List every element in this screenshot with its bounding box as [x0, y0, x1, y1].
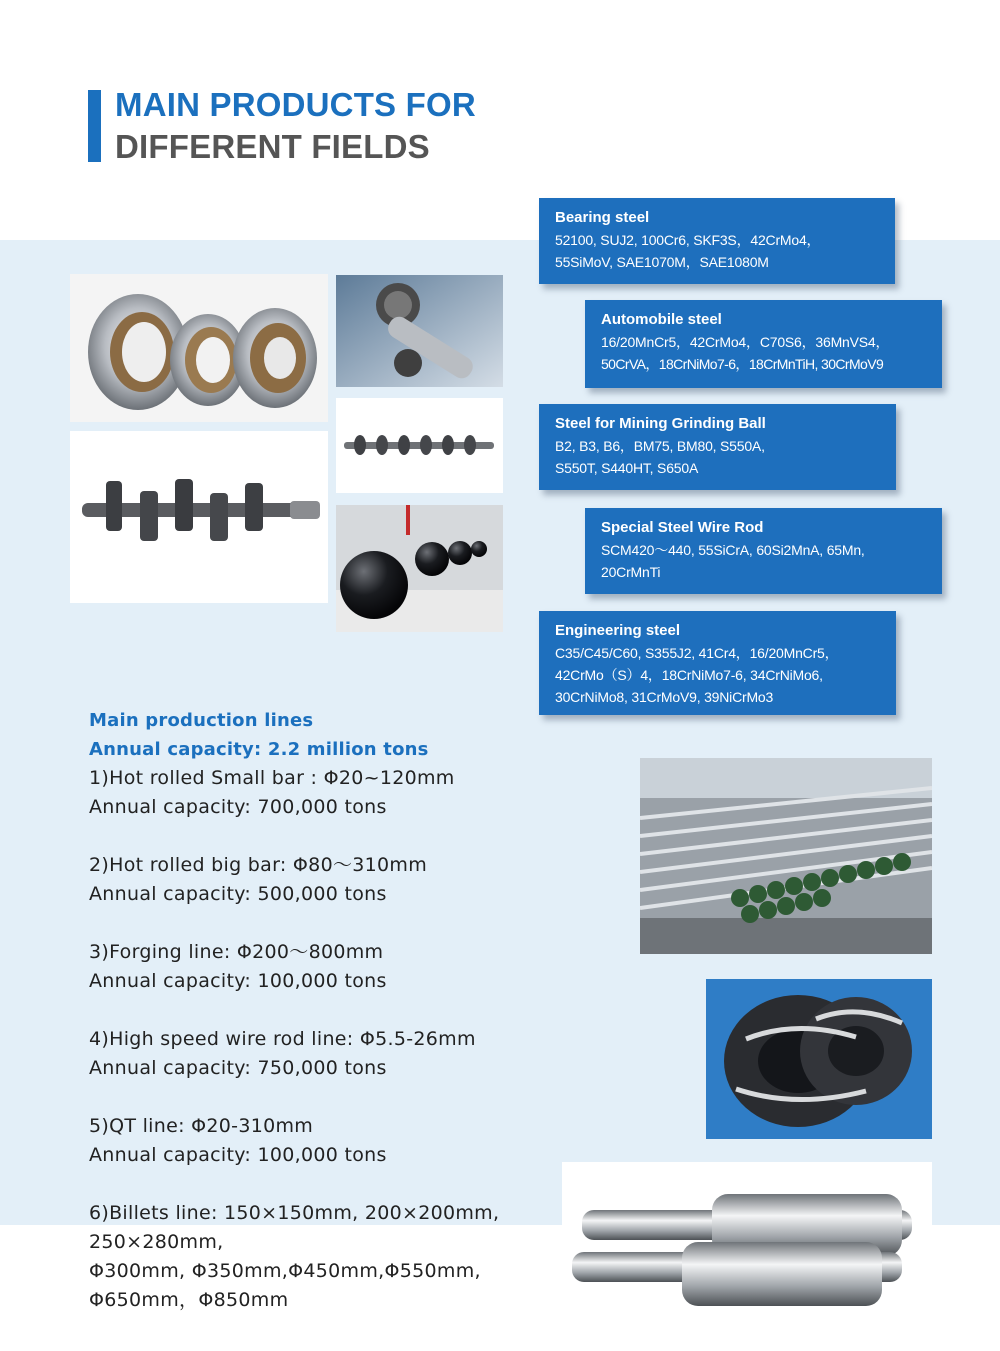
card-title: Steel for Mining Grinding Ball — [555, 415, 766, 432]
card-title: Special Steel Wire Rod — [601, 519, 764, 536]
crankshaft-photo — [70, 431, 328, 603]
production-line-item — [89, 1025, 529, 1083]
title-accent-bar — [88, 90, 101, 162]
production-line-item — [89, 764, 529, 822]
camshaft-image — [336, 398, 503, 493]
bearings-photo — [70, 274, 328, 422]
card-line: 16/20MnCr5，42CrMo4，C70S6，36MnVS4， — [601, 334, 890, 350]
card-title: Bearing steel — [555, 209, 650, 226]
wire-coil-photo — [706, 979, 932, 1139]
product-card-engineering-steel — [539, 611, 896, 715]
product-card-grinding-ball-steel — [539, 404, 896, 490]
card-line: 30CrNiMo8, 31CrMoV9, 39NiCrMo3 — [555, 689, 774, 705]
page-title-line1: MAIN PRODUCTS FOR — [115, 86, 476, 123]
bearings-image — [70, 274, 328, 422]
product-card-bearing-steel — [539, 198, 895, 284]
line-capacity: Annual capacity: 100,000 tons — [89, 1144, 387, 1166]
card-title: Engineering steel — [555, 622, 681, 639]
gear-shaft-photo — [336, 275, 503, 387]
gear-shaft-image — [336, 275, 503, 387]
page-title-line2: DIFFERENT FIELDS — [115, 128, 430, 165]
camshaft-photo — [336, 398, 503, 493]
card-line: C35/C45/C60, S355J2, 41Cr4，16/20MnCr5， — [555, 645, 839, 661]
card-title: Automobile steel — [601, 311, 722, 328]
card-line: 50CrVA，18CrNiMo7-6，18CrMnTiH, 30CrMoV9 — [601, 356, 884, 372]
production-line-item — [89, 938, 529, 996]
roll-shaft-photo — [562, 1162, 932, 1328]
line-spec: 5)QT line: Φ20-310mm — [89, 1115, 314, 1137]
grinding-balls-photo — [336, 505, 503, 632]
line-spec: 1)Hot rolled Small bar : Φ20~120mm — [89, 767, 455, 789]
line-capacity: Annual capacity: 750,000 tons — [89, 1057, 387, 1079]
steel-bars-image — [640, 758, 932, 954]
line-spec: 2)Hot rolled big bar: Φ80～310mm — [89, 854, 428, 876]
production-line-item — [89, 1112, 529, 1170]
steel-bars-photo — [640, 758, 932, 954]
product-card-wire-rod — [585, 508, 942, 594]
production-heading: Main production lines — [89, 710, 314, 731]
line-spec: 3)Forging line: Φ200～800mm — [89, 941, 384, 963]
line-capacity: Annual capacity: 700,000 tons — [89, 796, 387, 818]
line-capacity: Annual capacity: 100,000 tons — [89, 970, 387, 992]
production-lines-section — [89, 706, 529, 1315]
line-spec: Φ650mm，Φ850mm — [89, 1289, 289, 1311]
card-line: S550T, S440HT, S650A — [555, 460, 699, 476]
card-line: SCM420～440, 55SiCrA, 60Si2MnA, 65Mn, — [601, 542, 865, 558]
line-spec: Φ300mm, Φ350mm,Φ450mm,Φ550mm, — [89, 1260, 481, 1282]
line-spec: 250×280mm, — [89, 1231, 224, 1253]
production-line-item — [89, 1199, 529, 1315]
card-line: 55SiMoV, SAE1070M，SAE1080M — [555, 254, 769, 270]
product-card-automobile-steel — [585, 300, 942, 388]
wire-coil-image — [706, 979, 932, 1139]
line-spec: 4)High speed wire rod line: Φ5.5-26mm — [89, 1028, 476, 1050]
production-line-item — [89, 851, 529, 909]
production-capacity: Annual capacity: 2.2 million tons — [89, 739, 429, 760]
card-line: 42CrMo（S）4，18CrNiMo7-6, 34CrNiMo6, — [555, 667, 823, 683]
card-line: 52100, SUJ2, 100Cr6, SKF3S，42CrMo4， — [555, 232, 821, 248]
grinding-balls-image — [336, 505, 503, 632]
card-line: B2, B3, B6，BM75, BM80, S550A, — [555, 438, 765, 454]
roll-shaft-image — [562, 1162, 932, 1328]
line-spec: 6)Billets line: 150×150mm, 200×200mm, — [89, 1202, 500, 1224]
line-capacity: Annual capacity: 500,000 tons — [89, 883, 387, 905]
crankshaft-image — [70, 431, 328, 603]
card-line: 20CrMnTi — [601, 564, 661, 580]
